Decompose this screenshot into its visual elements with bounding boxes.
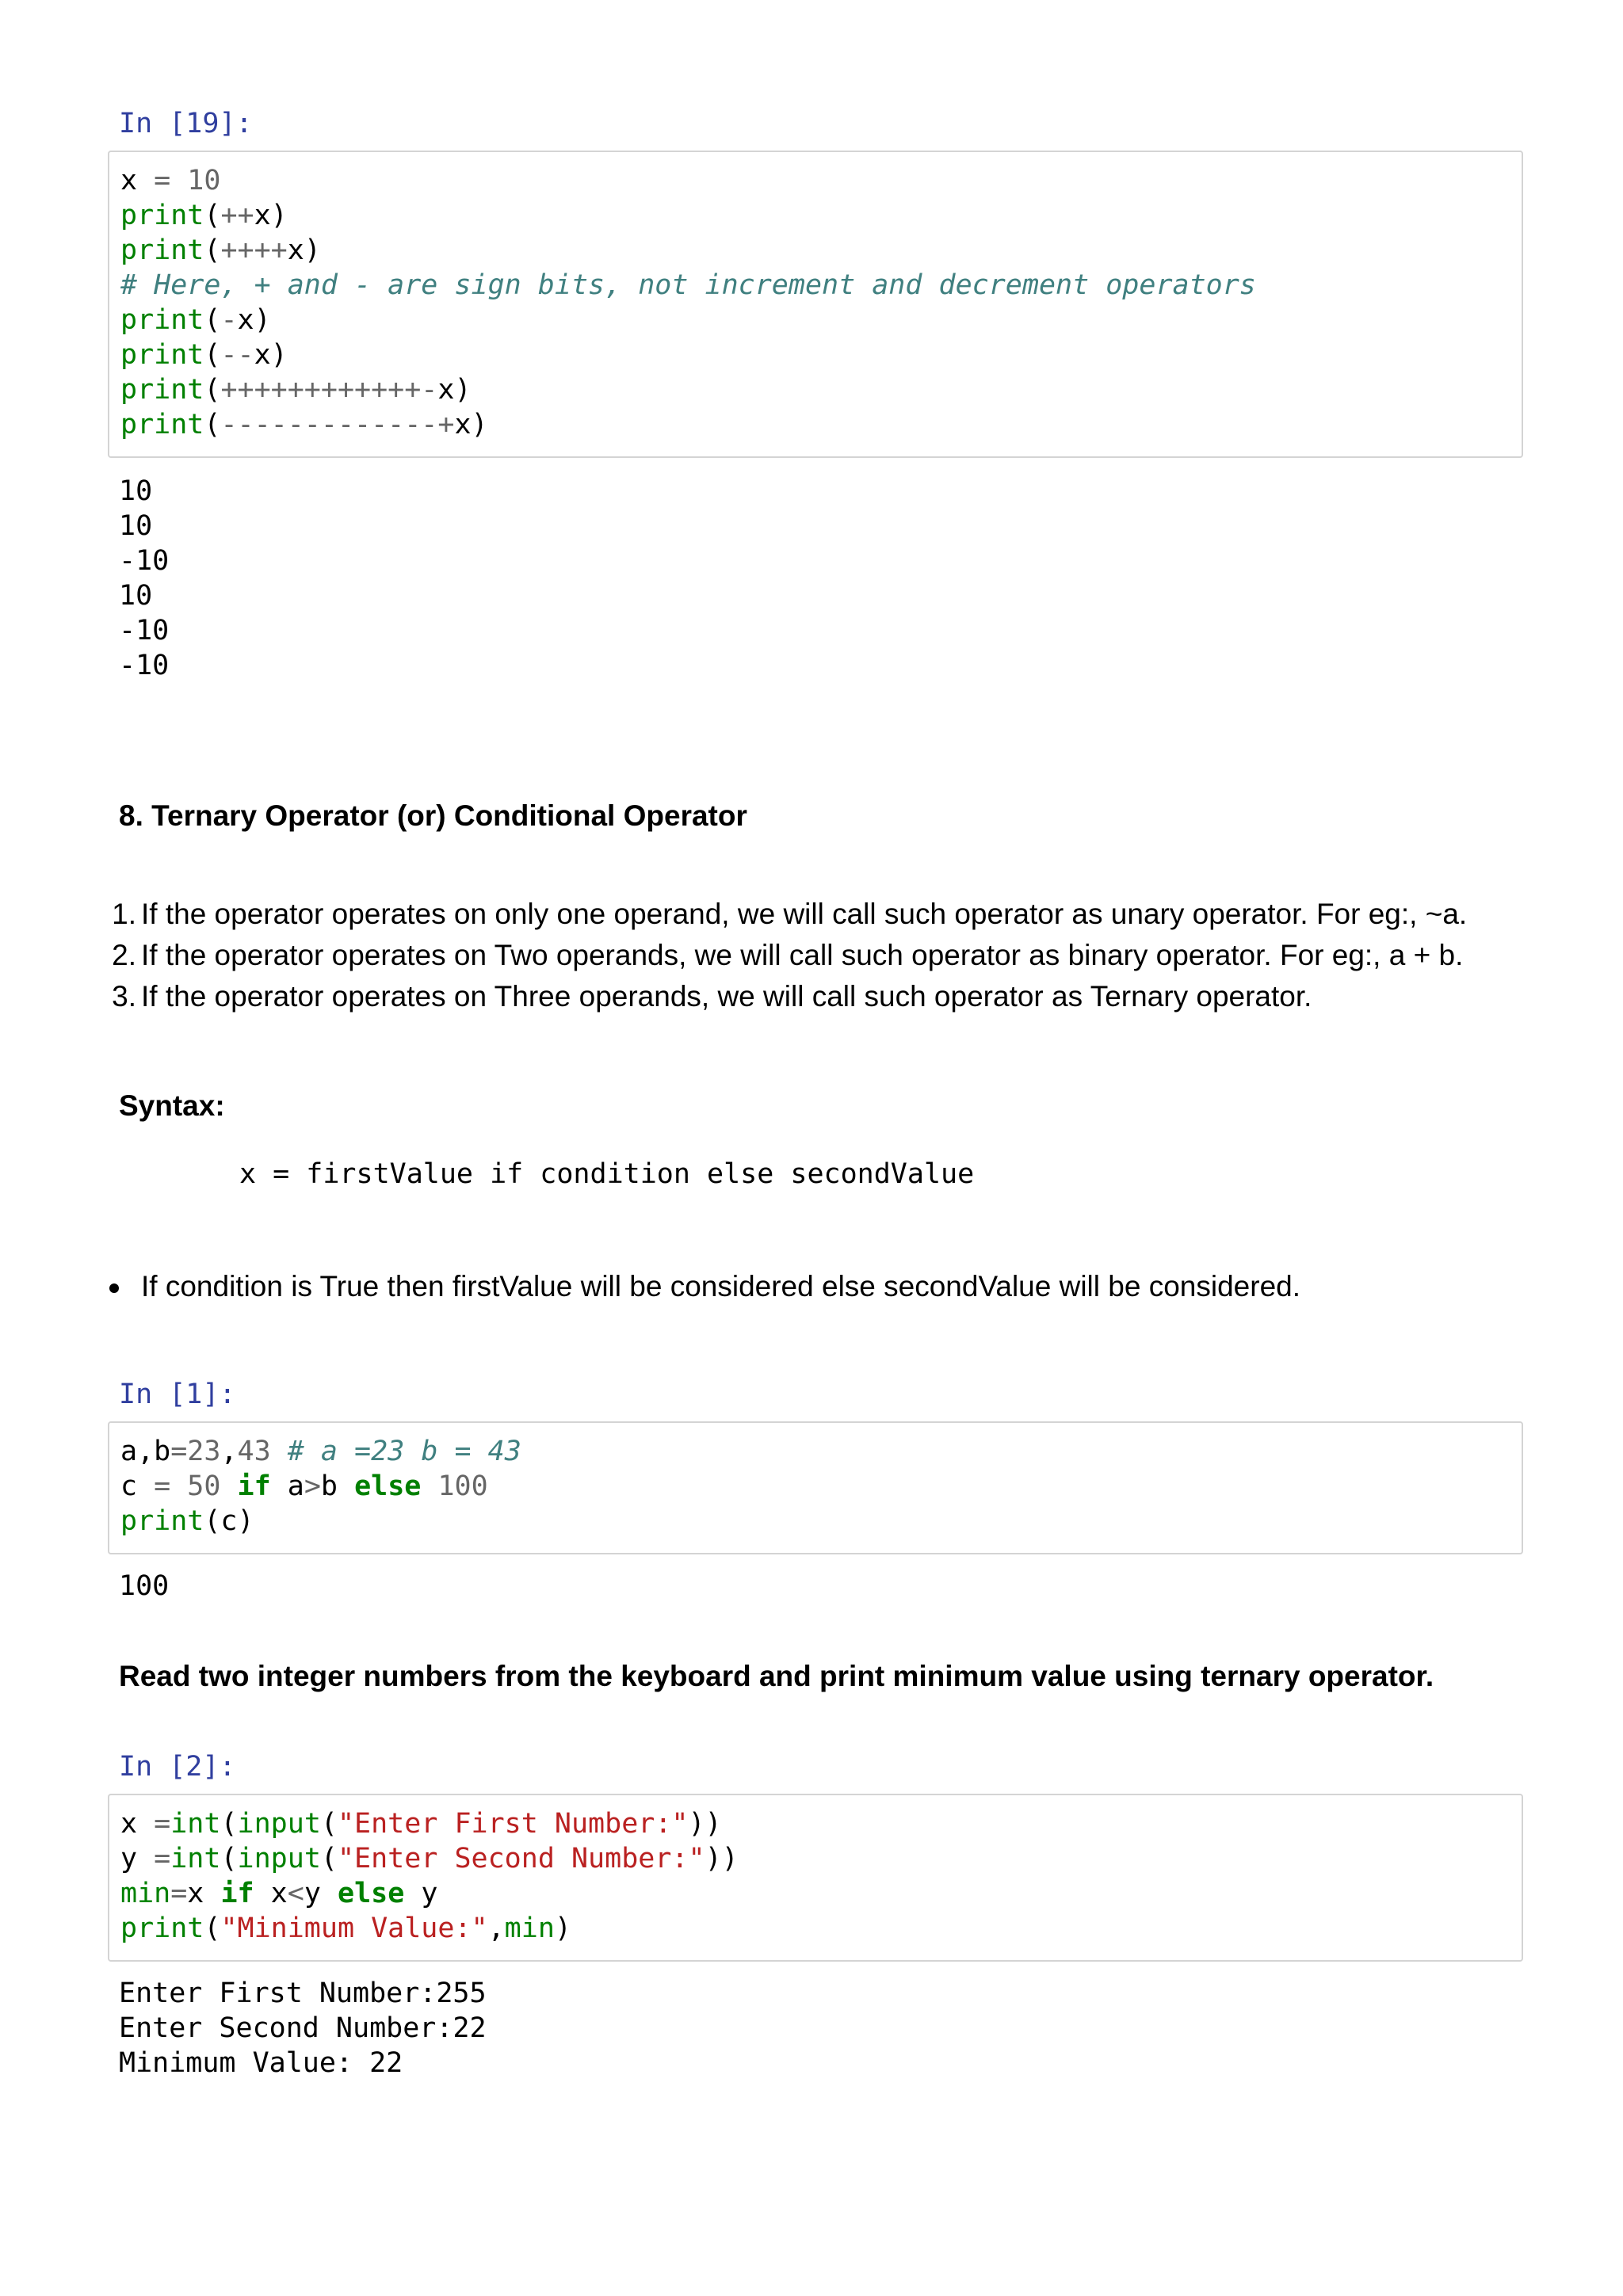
code-token: = (154, 1843, 171, 1875)
code-token: print (120, 374, 204, 406)
code-token: if (220, 1878, 254, 1909)
code-token: if (237, 1470, 271, 1502)
task-heading: Read two integer numbers from the keyboard and print minimum value using ternary operator. (119, 1660, 1434, 1692)
code-token: x) (237, 304, 271, 336)
output-line: Minimum Value: 22 (119, 2047, 403, 2079)
bullet-item (141, 1266, 1300, 1307)
code-token: ( (204, 339, 221, 371)
code-token: ++++ (220, 235, 288, 266)
section-heading: 8. Ternary Operator (or) Conditional Operator (119, 799, 747, 832)
code-line (120, 303, 1522, 338)
bullet-text: If condition is True then firstValue will be considered else secondValue will be considered. (141, 1270, 1300, 1302)
code-token: x (120, 165, 155, 196)
output-line: -10 (119, 650, 170, 681)
code-token: x) (254, 339, 288, 371)
code-token: = (154, 1470, 171, 1502)
syntax-code: x = firstValue if condition else secondValue (239, 1158, 975, 1190)
code-token: ++ (220, 200, 254, 231)
code-token: input (237, 1843, 321, 1875)
code-token: input (237, 1808, 321, 1840)
code-token: "Enter Second Number:" (337, 1843, 705, 1875)
list-item-text: If the operator operates on only one operand, we will call such operator as unary operator. For eg:, ~a. (141, 898, 1468, 930)
code-token: ( (204, 235, 221, 266)
code-token: "Minimum Value:" (220, 1913, 488, 1944)
cell-output-19 (119, 474, 169, 683)
code-token: x) (454, 409, 488, 441)
code-token: x) (254, 200, 288, 231)
code-token: "Enter First Number:" (337, 1808, 689, 1840)
code-token: ( (204, 374, 221, 406)
code-token: print (120, 339, 204, 371)
cell-output-1 (119, 1569, 169, 1604)
code-token: int (170, 1808, 221, 1840)
code-token (271, 1436, 288, 1467)
code-token: (c) (204, 1505, 254, 1537)
code-token: = (154, 165, 171, 196)
list-marker: 2. (112, 939, 136, 971)
list-item (112, 935, 1464, 976)
code-cell-2[interactable] (108, 1794, 1523, 1962)
code-token: b (320, 1470, 355, 1502)
code-token: min (120, 1878, 171, 1909)
code-token: ( (320, 1808, 338, 1840)
code-token: 10 (170, 165, 221, 196)
cell-prompt: In [2]: (119, 1751, 236, 1783)
code-token: 100 (421, 1470, 488, 1502)
code-token: int (170, 1843, 221, 1875)
code-token: y (304, 1878, 338, 1909)
code-token: x (120, 1808, 155, 1840)
code-token: 50 (170, 1470, 221, 1502)
code-token: y (404, 1878, 438, 1909)
output-line: 10 (119, 510, 153, 542)
code-token: ( (220, 1808, 238, 1840)
output-line: -10 (119, 545, 170, 577)
cell-prompt: In [19]: (119, 108, 253, 139)
code-token: , (487, 1913, 505, 1944)
code-token: ( (204, 409, 221, 441)
code-token: - (220, 304, 238, 336)
code-token: ( (204, 1913, 221, 1944)
code-token: = (154, 1808, 171, 1840)
output-line: Enter First Number:255 (119, 1978, 487, 2009)
code-token: x) (287, 235, 321, 266)
code-token: a,b (120, 1436, 171, 1467)
code-token: print (120, 200, 204, 231)
code-line (120, 338, 1522, 372)
code-line (120, 1841, 1522, 1876)
list-marker: 1. (112, 898, 136, 930)
code-token: else (338, 1878, 405, 1909)
code-token (220, 1470, 237, 1502)
code-line (120, 1469, 1522, 1504)
code-token: < (287, 1878, 304, 1909)
code-line (120, 407, 1522, 442)
code-line (120, 1434, 1522, 1469)
code-token: y (120, 1843, 155, 1875)
output-line: 100 (119, 1570, 170, 1602)
list-item-text: If the operator operates on Two operands, we will call such operator as binary operator. For eg:, a + b. (141, 939, 1464, 971)
code-token: > (304, 1470, 321, 1502)
code-token: a (270, 1470, 304, 1502)
code-token: )) (705, 1843, 739, 1875)
list-marker: 3. (112, 980, 136, 1013)
output-line: 10 (119, 580, 153, 612)
code-cell-19[interactable] (108, 151, 1523, 458)
code-token: print (120, 1913, 204, 1944)
code-line (120, 372, 1522, 407)
list-item-text: If the operator operates on Three operands, we will call such operator as Ternary operator. (141, 980, 1312, 1013)
code-token: else (354, 1470, 422, 1502)
code-token: min (504, 1913, 555, 1944)
output-line: 10 (119, 475, 153, 507)
code-token: ) (554, 1913, 571, 1944)
code-line (120, 1806, 1522, 1841)
output-line: Enter Second Number:22 (119, 2012, 487, 2044)
code-token: # a =23 b = 43 (287, 1436, 521, 1467)
list-item (112, 894, 1468, 935)
code-token: = (170, 1878, 188, 1909)
code-line (120, 198, 1522, 233)
code-token: x (254, 1878, 288, 1909)
code-line (120, 1911, 1522, 1946)
code-token: c (120, 1470, 155, 1502)
code-line (120, 1876, 1522, 1911)
list-item (112, 976, 1312, 1017)
code-line (120, 233, 1522, 268)
code-token: 23 (187, 1436, 221, 1467)
code-line (120, 268, 1522, 303)
code-token: ++++++++++++- (220, 374, 438, 406)
code-token: )) (688, 1808, 722, 1840)
code-token: -------------+ (220, 409, 455, 441)
code-token: print (120, 1505, 204, 1537)
code-token: print (120, 304, 204, 336)
code-line (120, 1504, 1522, 1539)
cell-prompt: In [1]: (119, 1379, 236, 1410)
code-token: 43 (237, 1436, 271, 1467)
cell-output-2 (119, 1976, 487, 2081)
code-token: , (220, 1436, 238, 1467)
code-token: # Here, + and - are sign bits, not increment and decrement operators (120, 269, 1256, 301)
code-token: x) (437, 374, 472, 406)
code-token: print (120, 235, 204, 266)
code-token: -- (220, 339, 254, 371)
code-token: x (187, 1878, 221, 1909)
code-token: ( (204, 304, 221, 336)
output-line: -10 (119, 615, 170, 646)
syntax-heading: Syntax: (119, 1089, 225, 1122)
code-token: ( (204, 200, 221, 231)
bullet-dot-icon (109, 1283, 119, 1293)
code-cell-1[interactable] (108, 1421, 1523, 1554)
code-line (120, 163, 1522, 198)
code-token: = (170, 1436, 188, 1467)
code-token: print (120, 409, 204, 441)
code-token: ( (320, 1843, 338, 1875)
code-token: ( (220, 1843, 238, 1875)
